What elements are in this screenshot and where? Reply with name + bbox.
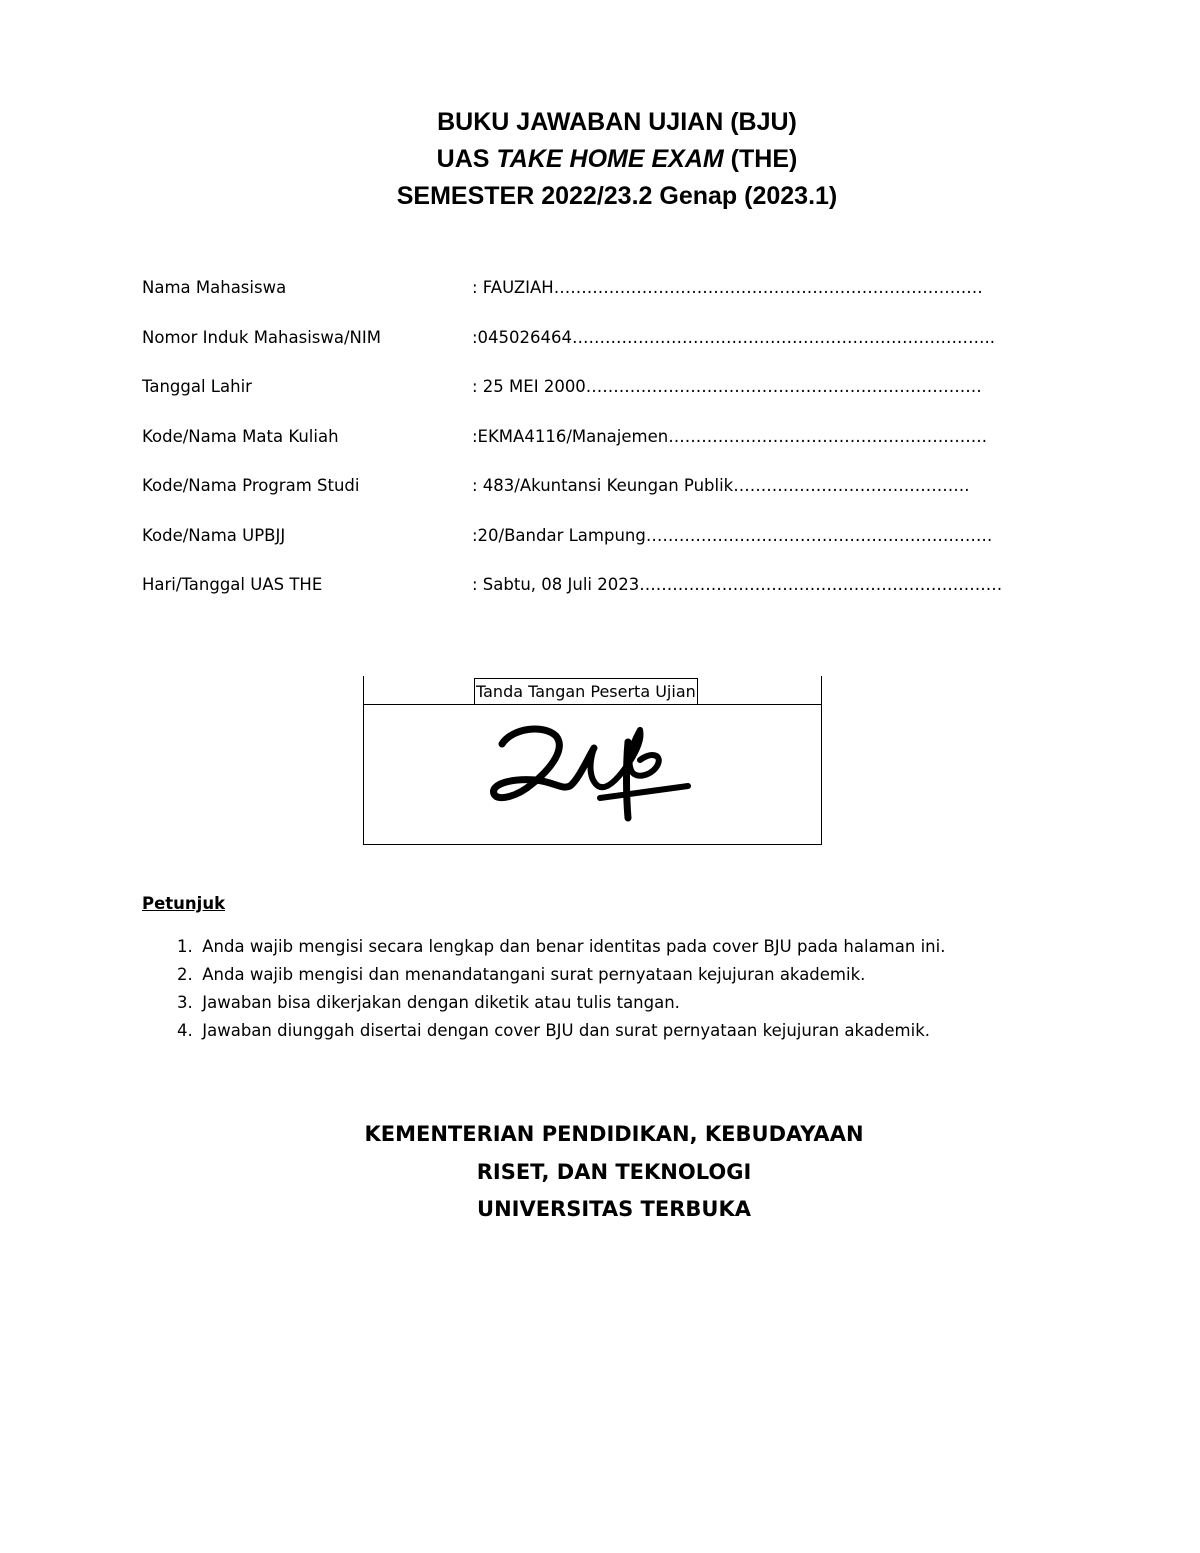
field-value: :045026464………………………………………………………………….. [472,327,996,347]
field-tanggal-uas [142,573,1002,623]
instructions-section [142,894,1042,1045]
field-label: Kode/Nama UPBJJ [142,525,286,545]
list-item-text: Anda wajib mengisi secara lengkap dan benar identitas pada cover BJU pada halaman ini. [202,937,946,956]
list-item-text: Jawaban bisa dikerjakan dengan diketik atau tulis tangan. [202,993,680,1012]
institution-footer [0,1116,1200,1229]
field-mata-kuliah [142,425,1002,475]
footer-line-3: UNIVERSITAS TERBUKA [477,1197,751,1221]
document-title [0,104,1200,215]
list-item [177,1017,1042,1045]
field-label: Kode/Nama Program Studi [142,476,360,495]
list-item-number: 1. [177,937,193,956]
field-value: :EKMA4116/Manajemen…………………………………………………. [472,426,987,446]
instructions-title: Petunjuk [142,894,226,913]
footer-line-2: RISET, DAN TEKNOLOGI [476,1159,752,1184]
title-line-2-prefix: UAS [436,145,497,173]
signature-image [482,714,702,834]
field-upbjj [142,524,1002,574]
signature-label: Tanda Tangan Peserta Ujian [474,678,698,705]
instructions-list [142,933,1042,1045]
field-label: Nomor Induk Mahasiswa/NIM [142,327,381,347]
field-nim [142,326,1002,376]
identity-fields [142,276,1002,623]
title-line-2 [0,141,1200,178]
list-item-number: 4. [177,1021,193,1040]
field-value: :20/Bandar Lampung……………………………………………………… [472,525,993,545]
list-item [177,961,1042,989]
field-value: : 25 MEI 2000……………………………………………………………… [472,377,982,396]
field-nama [142,276,1002,326]
list-item [177,933,1042,961]
title-line-2-italic: TAKE HOME EXAM [496,145,724,173]
title-line-3: SEMESTER 2022/23.2 Genap (2023.1) [396,182,838,210]
list-item-text: Anda wajib mengisi dan menandatangani surat pernyataan kejujuran akademik. [202,965,866,984]
field-program-studi [142,474,1002,524]
field-tanggal-lahir [142,375,1002,425]
signature-box [363,676,822,845]
field-label: Nama Mahasiswa [142,278,287,297]
field-value: : Sabtu, 08 Juli 2023………………………………………………………… [472,575,1003,594]
list-item-number: 3. [177,993,193,1012]
list-item-number: 2. [177,965,193,984]
list-item-text: Jawaban diunggah disertai dengan cover BJU dan surat pernyataan kejujuran akademik. [202,1021,931,1040]
footer-line-1: KEMENTERIAN PENDIDIKAN, KEBUDAYAAN [364,1122,864,1146]
title-line-1: BUKU JAWABAN UJIAN (BJU) [437,108,797,136]
field-value: : 483/Akuntansi Keungan Publik……………………………………. [472,476,970,495]
field-value: : FAUZIAH…………………………………………………………………… [472,278,983,297]
field-label: Kode/Nama Mata Kuliah [142,426,339,446]
field-label: Tanggal Lahir [142,377,252,396]
title-line-2-suffix: (THE) [723,145,798,173]
field-label: Hari/Tanggal UAS THE [142,575,323,594]
list-item [177,989,1042,1017]
